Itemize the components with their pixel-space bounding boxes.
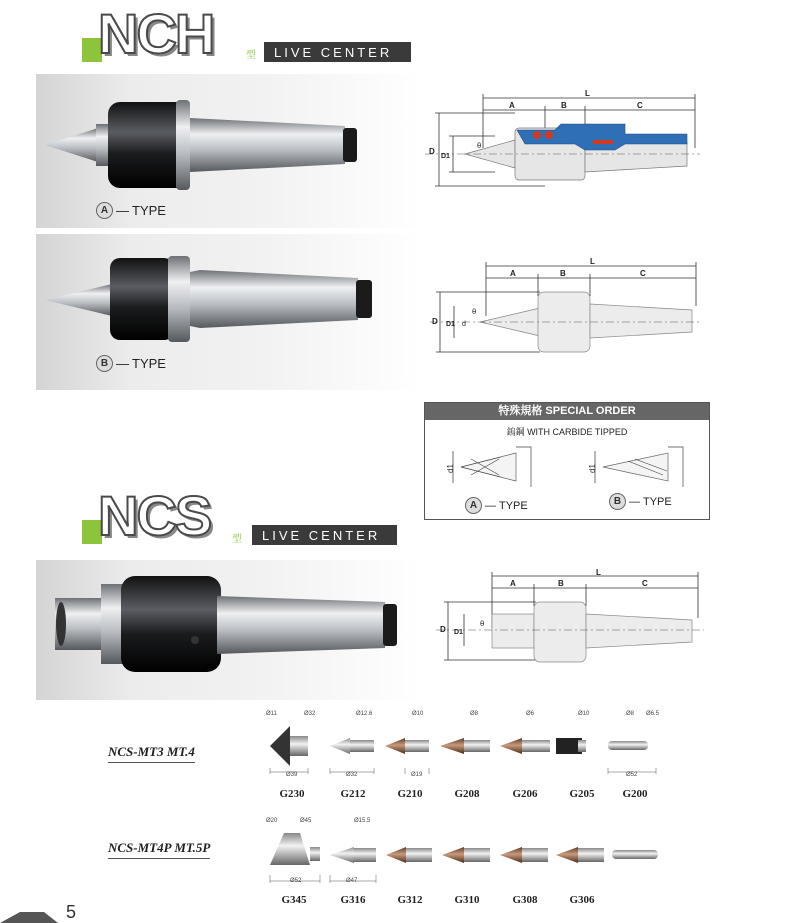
ncs-subtitle-bar [252, 525, 397, 545]
ncs-dim-d1: D1 [454, 629, 463, 636]
special-order-title: 特殊規格 SPECIAL ORDER [425, 403, 709, 420]
a-type-text: TYPE [132, 203, 166, 218]
special-order-b-text: TYPE [643, 495, 672, 508]
a-dim-theta: θ [477, 142, 482, 150]
ncs-dim-b: B [558, 579, 564, 588]
row1-bottom-dim: Ø39 [286, 772, 298, 778]
row2-model-label: NCS-MT4P MT.5P [108, 840, 210, 859]
row1-code: G230 [279, 788, 305, 800]
row1-code: G206 [512, 788, 538, 800]
a-type-letter: A [96, 202, 113, 219]
row2-code: G310 [454, 894, 480, 906]
row1-bottom-dim: Ø32 [346, 772, 358, 778]
special-order-b-drawing [583, 441, 693, 487]
b-type-label [96, 355, 166, 372]
a-dim-d: D [429, 147, 435, 156]
special-order-subtitle: 鎢鋼 WITH CARBIDE TIPPED [506, 427, 628, 437]
row1-model-label: NCS-MT3 MT.4 [108, 744, 195, 763]
row1-code: G212 [340, 788, 366, 800]
row1-dim: Ø32 [304, 711, 316, 717]
a-dim-l: L [585, 89, 590, 98]
nch-kanji: 型 [246, 50, 256, 61]
row1-code: G210 [397, 788, 423, 800]
special-order-a-text: TYPE [499, 499, 528, 512]
ncs-dim-d: D [440, 625, 446, 634]
row2-bottom-dim: Ø52 [290, 878, 302, 884]
a-dim-c: C [637, 101, 643, 110]
b-dim-c: C [640, 269, 646, 278]
row1-dim: Ø8 [470, 711, 479, 717]
row1-bottom-dim: Ø52 [626, 772, 638, 778]
row1-dim: Ø11 [266, 711, 277, 717]
a-type-live-center-photo [40, 90, 370, 200]
special-order-a-dash: — [485, 499, 496, 512]
row1-bottom-dim: Ø19 [411, 772, 423, 778]
b-dim-d: D [432, 317, 438, 326]
row2-code: G345 [281, 894, 307, 906]
b-type-live-center-photo [40, 248, 380, 348]
b-dim-d1: D1 [446, 321, 455, 328]
a-type-technical-drawing [425, 88, 705, 198]
row1-dim: Ø10 [578, 711, 590, 717]
row2-dim: Ø20 [266, 818, 278, 824]
ncs-technical-drawing [436, 568, 706, 668]
special-order-a-drawing [441, 441, 551, 487]
special-order-a-type-label [465, 497, 528, 514]
row1-code: G200 [622, 788, 648, 800]
row1-dim: Ø12.6 [356, 711, 373, 717]
special-order-b-dash: — [629, 495, 640, 508]
row2-bottom-dim: Ø47 [346, 878, 358, 884]
nch-title: NCH [98, 2, 214, 65]
nch-subtitle: LIVE CENTER [274, 44, 393, 60]
special-order-a-letter: A [465, 497, 482, 514]
page-number: 5 [66, 902, 77, 922]
row1-dim: Ø8 [626, 711, 635, 717]
ncs-dim-theta: θ [480, 620, 485, 628]
b-type-text: TYPE [132, 356, 166, 371]
row1-tips-illustration [260, 718, 670, 778]
b-type-dash: — [116, 356, 129, 371]
row2-dim: Ø45 [300, 818, 312, 824]
a-type-label [96, 202, 166, 219]
row1-dim: Ø10 [412, 711, 424, 717]
b-type-letter: B [96, 355, 113, 372]
special-order-b-letter: B [609, 493, 626, 510]
special-order-a-d1: d1 [446, 464, 455, 473]
special-order-b-d1: d1 [588, 464, 597, 473]
row2-code: G308 [512, 894, 538, 906]
row2-code: G306 [569, 894, 595, 906]
b-dim-b: B [560, 269, 566, 278]
b-dim-a: A [510, 269, 516, 278]
ncs-dim-l: L [596, 568, 601, 577]
ncs-subtitle: LIVE CENTER [262, 527, 381, 543]
nch-subtitle-bar [264, 42, 411, 62]
ncs-title: NCS [98, 484, 211, 547]
row2-dim: Ø15.5 [354, 818, 371, 824]
row1-dim: Ø6 [526, 711, 535, 717]
page-corner-icon [0, 906, 62, 923]
row1-code: G208 [454, 788, 480, 800]
row2-code: G312 [397, 894, 423, 906]
b-dim-small-d: d [462, 321, 466, 328]
special-order-b-type-label [609, 493, 672, 510]
ncs-dim-c: C [642, 579, 648, 588]
ncs-live-center-photo [55, 570, 405, 680]
row1-code: G205 [569, 788, 595, 800]
row1-dim: Ø6.5 [646, 711, 660, 717]
a-dim-d1: D1 [441, 153, 450, 160]
ncs-dim-a: A [510, 579, 516, 588]
a-type-dash: — [116, 203, 129, 218]
b-type-technical-drawing [430, 256, 705, 356]
b-dim-theta: θ [472, 308, 477, 316]
special-order-box [424, 402, 710, 520]
b-dim-l: L [590, 257, 595, 266]
row2-code: G316 [340, 894, 366, 906]
a-dim-b: B [561, 101, 567, 110]
ncs-kanji: 型 [232, 534, 242, 545]
a-dim-a: A [509, 101, 515, 110]
row2-tips-illustration [260, 825, 670, 887]
